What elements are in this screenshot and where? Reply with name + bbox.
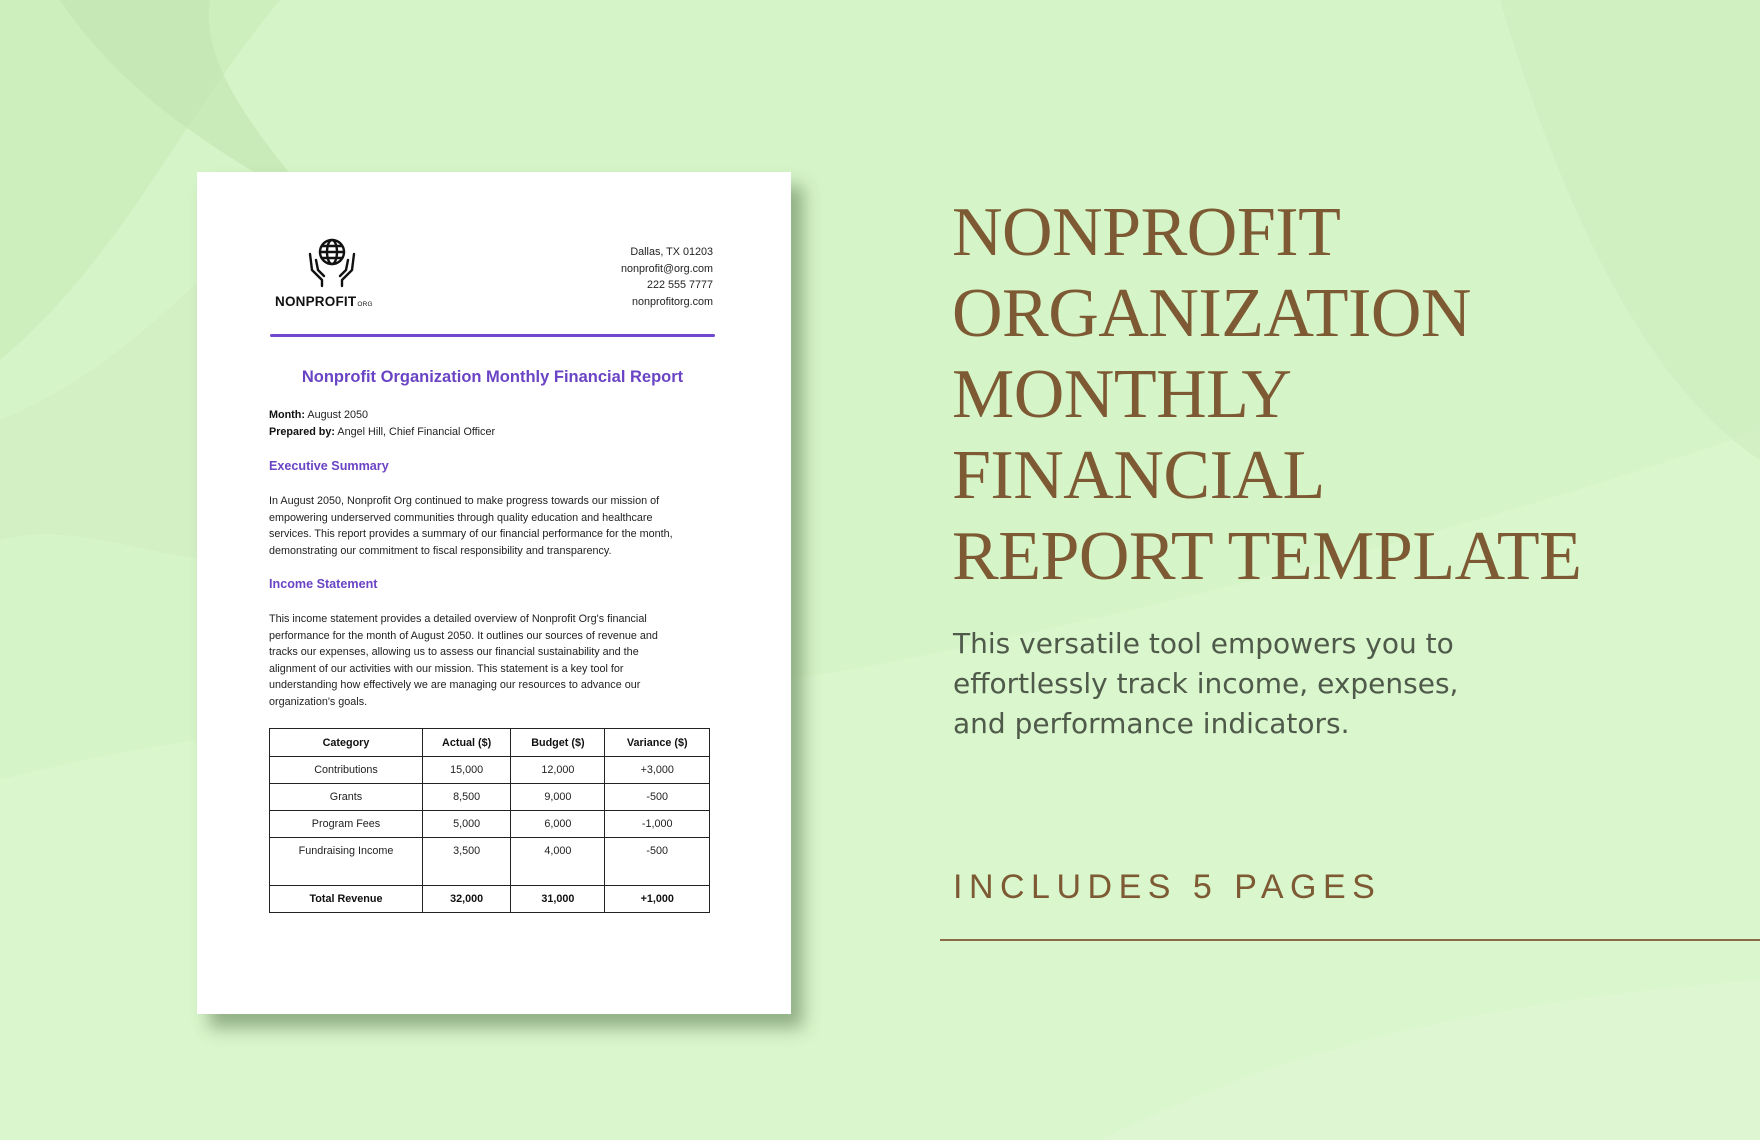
summary-line: demonstrating our commitment to fiscal responsibility and transparency. bbox=[269, 544, 612, 557]
executive-summary-heading: Executive Summary bbox=[269, 459, 389, 473]
income-line: performance for the month of August 2050. It outlines our sources of revenue and bbox=[269, 629, 658, 642]
table-row bbox=[270, 757, 710, 784]
table-cell: Total Revenue bbox=[270, 886, 423, 913]
contact-block bbox=[621, 244, 713, 310]
description-line: effortlessly track income, expenses, bbox=[953, 667, 1459, 700]
logo-name: NONPROFIT bbox=[275, 294, 357, 309]
table-cell: -500 bbox=[605, 784, 710, 811]
income-table bbox=[269, 728, 710, 913]
income-statement-text bbox=[269, 611, 719, 711]
pages-count-label: INCLUDES 5 PAGES bbox=[953, 868, 1382, 906]
template-headline bbox=[952, 192, 1732, 597]
headline-line: MONTHLY bbox=[952, 356, 1292, 433]
table-cell: 6,000 bbox=[511, 811, 605, 838]
column-header: Variance ($) bbox=[605, 729, 710, 757]
executive-summary-text bbox=[269, 493, 719, 559]
description-line: This versatile tool empowers you to bbox=[953, 627, 1454, 660]
table-cell: -500 bbox=[605, 838, 710, 886]
headline-line: REPORT TEMPLATE bbox=[952, 518, 1582, 595]
headline-line: NONPROFIT bbox=[952, 194, 1341, 271]
report-meta bbox=[269, 407, 495, 440]
contact-email: nonprofit@org.com bbox=[621, 262, 713, 275]
table-row bbox=[270, 784, 710, 811]
summary-line: empowering underserved communities through quality education and healthcare bbox=[269, 511, 653, 524]
table-cell: 31,000 bbox=[511, 886, 605, 913]
income-line: alignment of our activities with our mission. This statement is a key tool for bbox=[269, 662, 624, 675]
income-line: understanding how effectively we are managing our resources to advance our bbox=[269, 679, 641, 692]
contact-website: nonprofitorg.com bbox=[631, 295, 713, 308]
summary-line: In August 2050, Nonprofit Org continued to make progress towards our mission of bbox=[269, 495, 660, 507]
table-cell: 12,000 bbox=[511, 757, 605, 784]
document-title: Nonprofit Organization Monthly Financial Report bbox=[301, 368, 684, 386]
description-line: and performance indicators. bbox=[953, 707, 1350, 740]
income-line: This income statement provides a detailed overview of Nonprofit Org's financial bbox=[269, 613, 647, 625]
prepared-line bbox=[269, 424, 495, 441]
summary-line: services. This report provides a summary of our financial performance for the month, bbox=[269, 528, 673, 541]
table-cell: Fundraising Income bbox=[270, 838, 423, 886]
prepared-value: Angel Hill, Chief Financial Officer bbox=[337, 425, 496, 438]
organization-logo bbox=[275, 236, 393, 316]
logo-wordmark bbox=[275, 294, 373, 309]
table-row bbox=[270, 811, 710, 838]
table-cell: 15,000 bbox=[423, 757, 511, 784]
document-preview bbox=[197, 172, 791, 1014]
table-cell: 4,000 bbox=[511, 838, 605, 886]
table-cell: Program Fees bbox=[270, 811, 423, 838]
table-cell: 8,500 bbox=[423, 784, 511, 811]
table-cell: 3,500 bbox=[423, 838, 511, 886]
table-cell: Grants bbox=[270, 784, 423, 811]
income-line: organization's goals. bbox=[269, 695, 368, 708]
table-row bbox=[270, 838, 710, 886]
headline-line: FINANCIAL bbox=[952, 437, 1325, 514]
income-line: tracks our expenses, allowing us to assess our financial sustainability and the bbox=[269, 646, 639, 659]
template-description bbox=[953, 624, 1513, 744]
month-value: August 2050 bbox=[307, 409, 369, 421]
table-cell: +1,000 bbox=[605, 886, 710, 913]
table-cell: Contributions bbox=[270, 757, 423, 784]
pages-underline bbox=[940, 939, 1760, 941]
logo-suffix: ORG bbox=[357, 301, 373, 308]
globe-in-hands-icon bbox=[306, 236, 358, 288]
month-label: Month: bbox=[269, 409, 305, 421]
contact-phone: 222 555 7777 bbox=[646, 279, 713, 292]
table-cell: -1,000 bbox=[605, 811, 710, 838]
income-statement-heading: Income Statement bbox=[269, 577, 378, 591]
column-header: Category bbox=[270, 729, 423, 757]
table-cell: 32,000 bbox=[423, 886, 511, 913]
table-total-row bbox=[270, 886, 710, 913]
contact-address: Dallas, TX 01203 bbox=[630, 246, 713, 258]
table-cell: 5,000 bbox=[423, 811, 511, 838]
prepared-label: Prepared by: bbox=[269, 425, 336, 438]
header-divider bbox=[270, 334, 715, 337]
table-cell: +3,000 bbox=[605, 757, 710, 784]
table-header-row bbox=[270, 729, 710, 757]
column-header: Actual ($) bbox=[423, 729, 511, 757]
headline-line: ORGANIZATION bbox=[952, 275, 1471, 352]
column-header: Budget ($) bbox=[511, 729, 605, 757]
table-cell: 9,000 bbox=[511, 784, 605, 811]
month-line bbox=[269, 407, 495, 424]
